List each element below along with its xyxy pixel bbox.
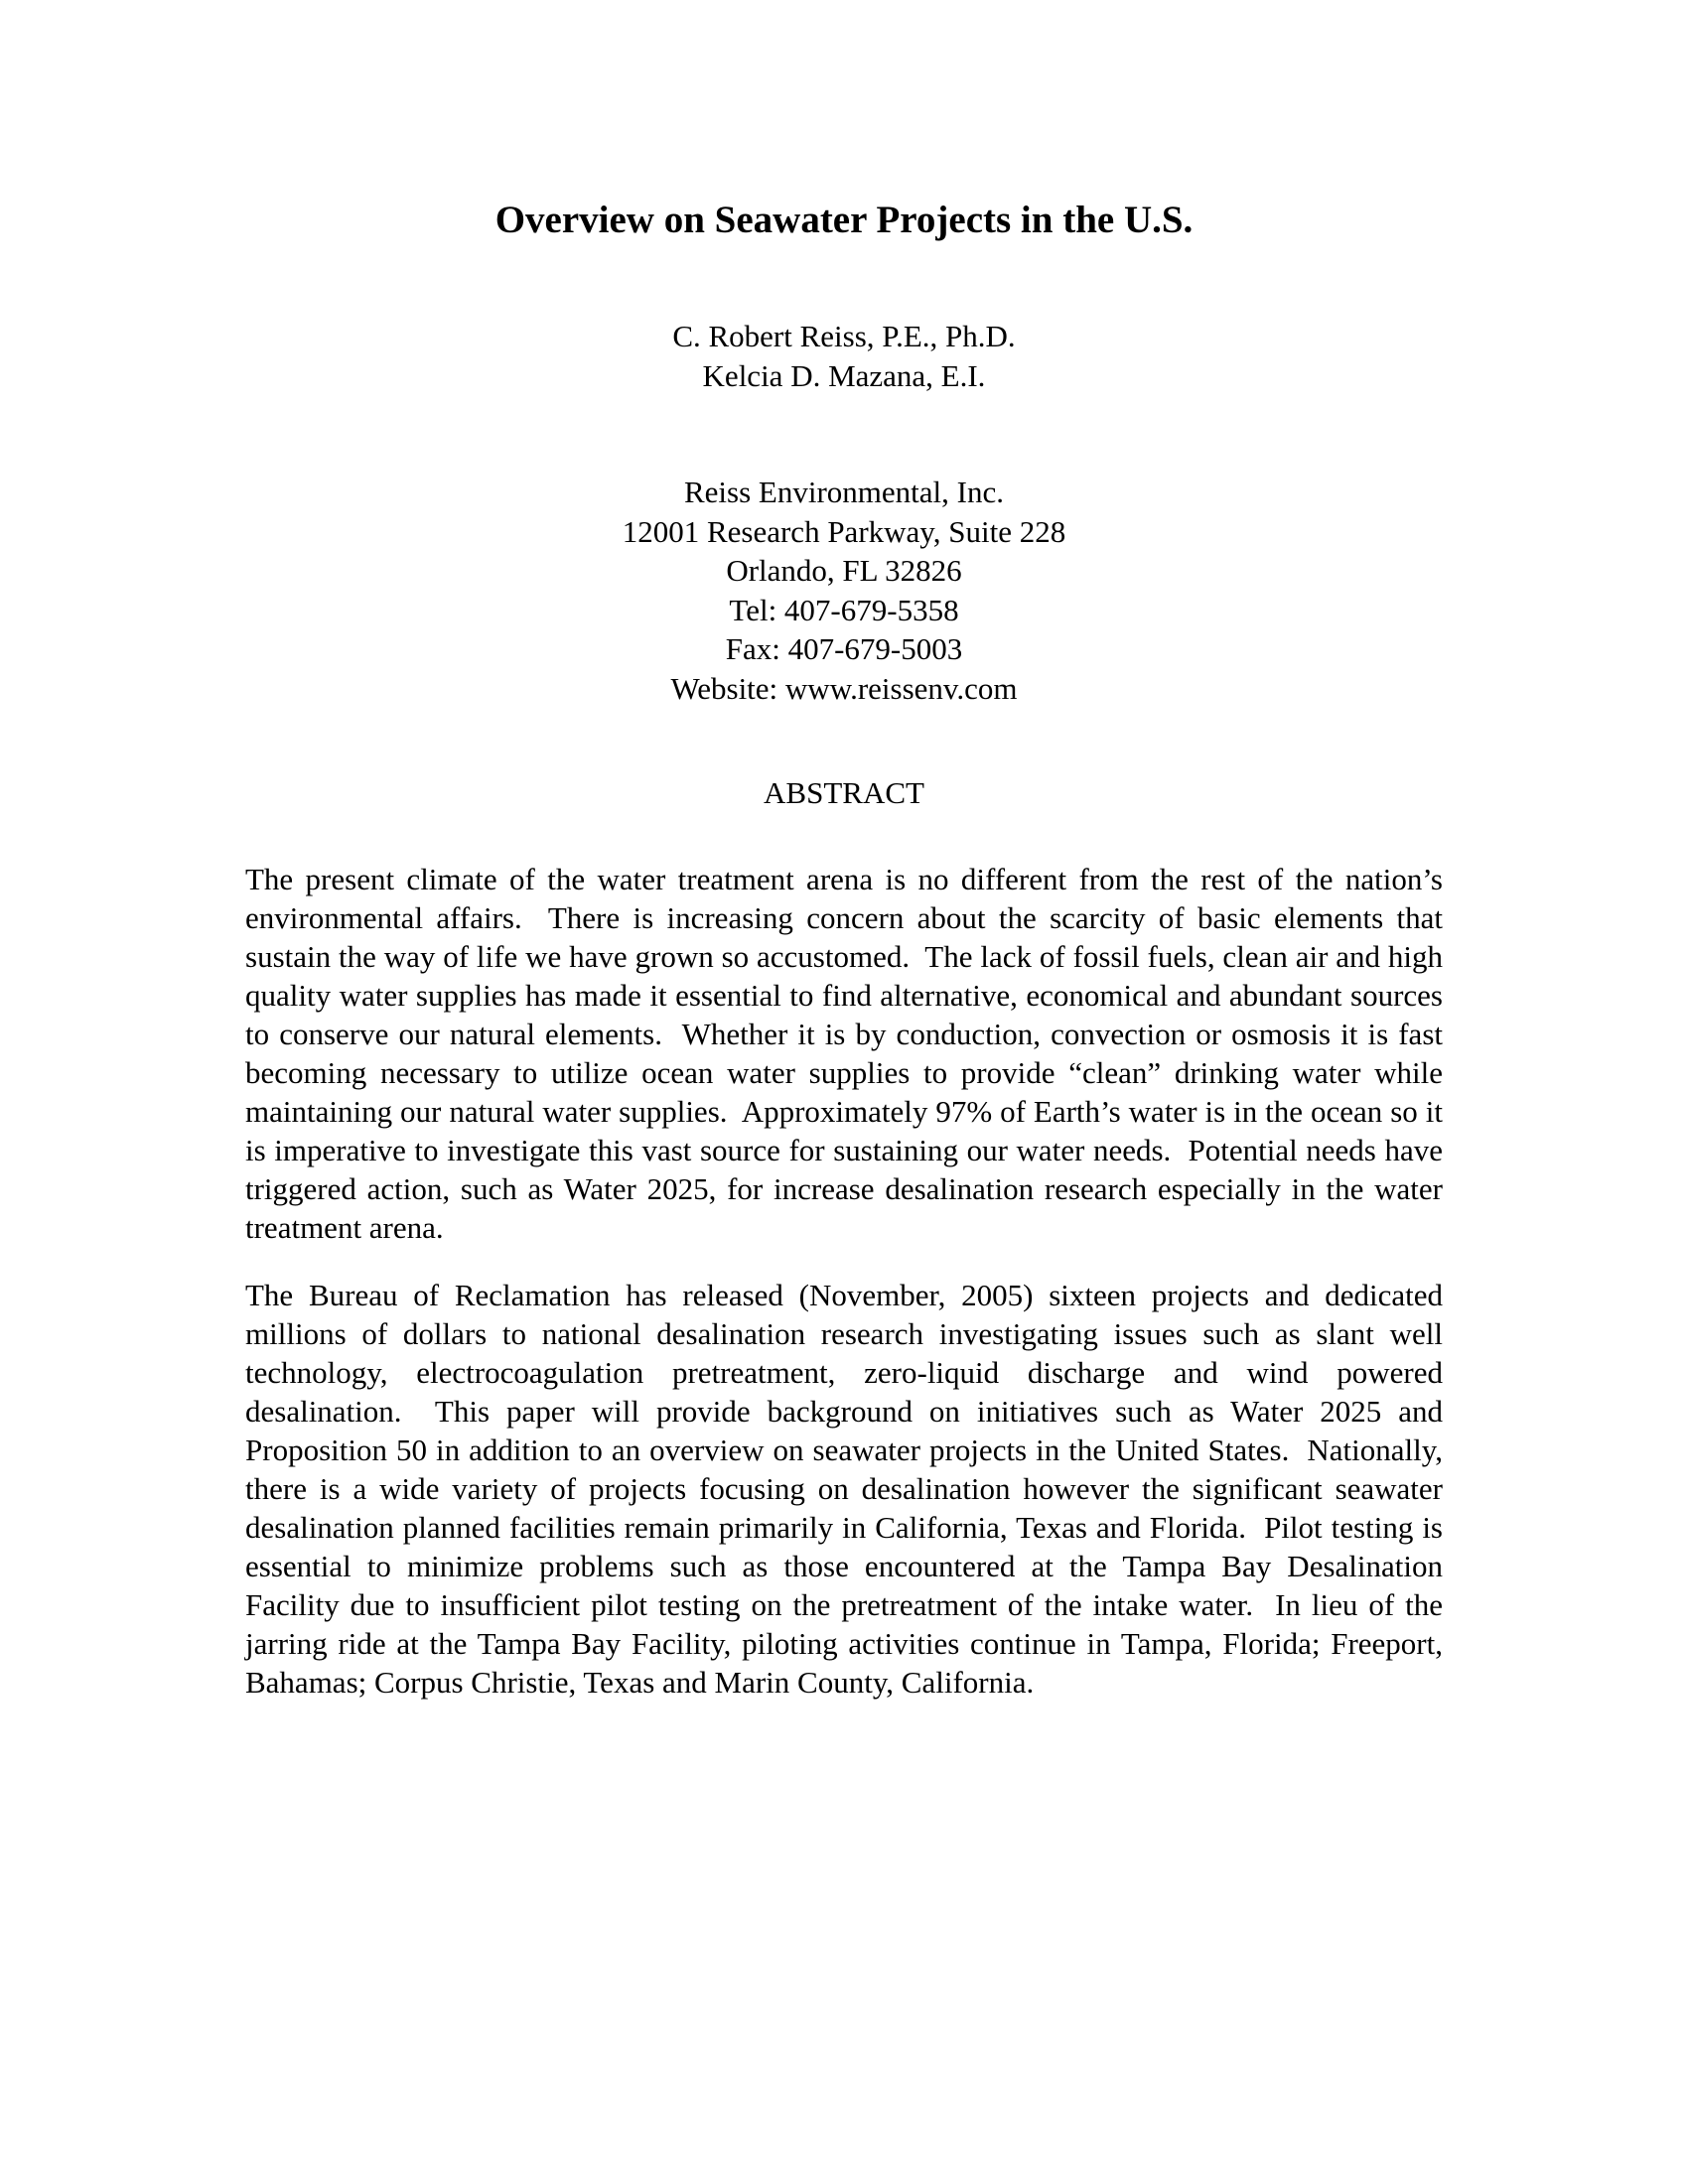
contact-website: Website: www.reissenv.com [670, 670, 1018, 706]
author-line-2: Kelcia D. Mazana, E.I. [702, 357, 986, 393]
contact-block [0, 473, 1688, 708]
contact-tel: Tel: 407-679-5358 [729, 592, 959, 627]
contact-street: 12001 Research Parkway, Suite 228 [622, 513, 1066, 549]
abstract-paragraph-1: The present climate of the water treatment arena is no different from the rest of the nation’s environmental affairs. There is increasing concern about the scarcity of basic elements that sustain the way of life we have grown so accustomed. The lack of fossil fuels, clean air and high quality water supplies has made it essential to find alternative, economical and abundant sources to conserve our natural elements. Whether it is by conduction, convection or osmosis it is fast becoming necessary to utilize ocean water supplies to provide “clean” drinking water while maintaining our natural water supplies. Approximately 97% of Earth’s water is in the ocean so it is imperative to investigate this vast source for sustaining our water needs. Potential needs have triggered action, such as Water 2025, for increase desalination research especially in the water treatment arena. [245, 862, 1451, 1245]
abstract-paragraph-2: The Bureau of Reclamation has released (November, 2005) sixteen projects and dedicated millions of dollars to national desalination research investigating issues such as slant well technology, electrocoagulation pretreatment, zero-liquid discharge and wind powered desalination. This paper will provide background on initiatives such as Water 2025 and Proposition 50 in addition to an overview on seawater projects in the United States. Nationally, there is a wide variety of projects focusing on desalination however the significant seawater desalination planned facilities remain primarily in California, Texas and Florida. Pilot testing is essential to minimize problems such as those encountered at the Tampa Bay Desalination Facility due to insufficient pilot testing on the pretreatment of the intake water. In lieu of the jarring ride at the Tampa Bay Facility, piloting activities continue in Tampa, Florida; Freeport, Bahamas; Corpus Christie, Texas and Marin County, California. [245, 1278, 1451, 1700]
contact-city: Orlando, FL 32826 [726, 553, 962, 588]
author-line-1: C. Robert Reiss, P.E., Ph.D. [672, 319, 1016, 353]
author-block [0, 317, 1688, 395]
abstract-heading: ABSTRACT [764, 775, 924, 810]
contact-fax: Fax: 407-679-5003 [725, 631, 963, 666]
contact-company: Reiss Environmental, Inc. [684, 475, 1004, 509]
page-title: Overview on Seawater Projects in the U.S. [494, 199, 1194, 241]
